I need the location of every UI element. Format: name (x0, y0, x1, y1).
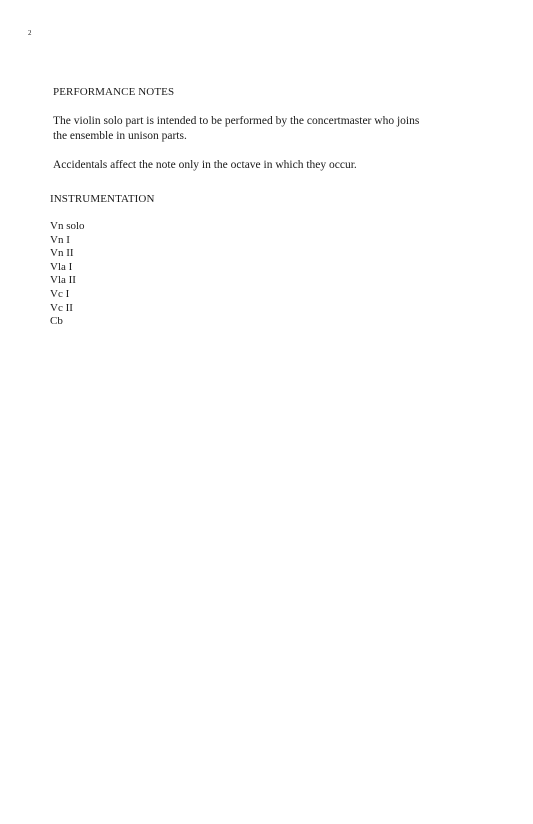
instrument-item: Cb (50, 315, 63, 328)
performance-note-accidentals: Accidentals affect the note only in the octave in which they occur. (53, 159, 357, 171)
performance-notes-heading: PERFORMANCE NOTES (53, 86, 175, 98)
instrument-item: Vn II (50, 247, 74, 260)
instrument-item: Vla II (50, 274, 76, 287)
page-number: 2 (28, 29, 32, 37)
instrument-item: Vla I (50, 260, 73, 273)
instrument-item: Vn solo (50, 220, 85, 232)
instrumentation-list (50, 220, 85, 329)
instrument-item: Vc I (50, 287, 70, 300)
performance-note-solo-part (53, 114, 453, 144)
performance-note-solo-line-2: the ensemble in unison parts. (53, 130, 187, 142)
instrumentation-heading: INSTRUMENTATION (50, 193, 155, 205)
instrument-item: Vc II (50, 301, 73, 314)
performance-note-solo-line-1: The violin solo part is intended to be performed by the concertmaster who joins (53, 115, 420, 127)
instrument-item: Vn I (50, 233, 70, 246)
